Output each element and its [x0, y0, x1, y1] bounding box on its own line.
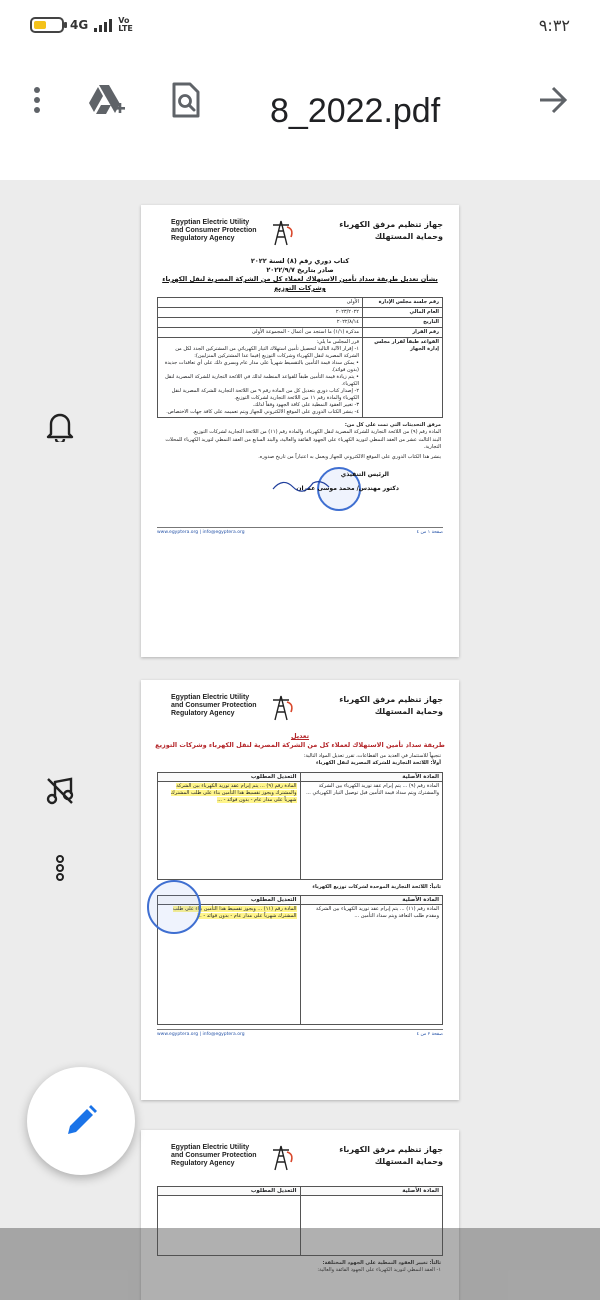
- org-name-ar: جهاز تنظيم مرفق الكهرباء وحماية المستهلك: [339, 695, 443, 716]
- section-title: ثالثاً: تغيير العقود النمطية على الجهود المختلفة:: [322, 1260, 441, 1266]
- table-row: [158, 781, 443, 879]
- column-header: التعديل المطلوب: [158, 1187, 301, 1196]
- org-name-ar: جهاز تنظيم مرفق الكهرباء وحماية المستهلك: [339, 220, 443, 241]
- table-row: رقم القرار مذكرة (١/١) ما استجد من أعمال - المجموعة الأولى: [158, 328, 443, 338]
- more-vert-small-icon[interactable]: [50, 852, 70, 884]
- section-title: أولاً: اللائحة التجارية للشركة المصرية لنقل الكهرباء: [316, 760, 441, 767]
- signer-title: الرئيس التنفيذي: [340, 471, 389, 479]
- list-item: المادة رقم (٩) من اللائحة التجارية للشركة المصرية لنقل الكهرباء، والمادة رقم (١١) من اللائحة التجارية لشركات التوزيع.: [192, 429, 441, 436]
- issue-date: صادر بتاريخ ٢٠٢٢/٩/٧: [266, 266, 334, 274]
- footer-email: info@egyptera.org: [202, 530, 245, 536]
- decision-intro: قرر المجلس ما يلي:: [316, 339, 359, 345]
- comparison-table: [157, 772, 443, 880]
- amendment-heading: تعديل: [290, 732, 310, 740]
- add-to-drive-icon[interactable]: [86, 82, 128, 118]
- amendment-intro: تنجيهاً للاستثمار في العديد من القطاعات، تقرر تعديل المواد التالية:: [303, 753, 441, 759]
- footer-website: www.egyptera.org: [157, 1032, 199, 1038]
- circular-title: كتاب دوري رقم (٨) لسنة ٢٠٢٢: [250, 257, 350, 265]
- document-title: 8_2022.pdf: [270, 92, 441, 130]
- logo-pylon-icon: [267, 692, 297, 722]
- org-name-en: Egyptian Electric Utility and Consumer Protection Regulatory Agency: [171, 1144, 257, 1167]
- table-header-row: [158, 772, 443, 781]
- page-header: [141, 1130, 459, 1182]
- logo-pylon-icon: [267, 217, 297, 247]
- table-cell: المادة رقم (٩) ... يتم إبرام عقد توريد الكهرباء بين الشركة والمشترك ويجوز تقسيط هذا التأمين بناء على طلب المشترك شهرياً على مدار عام - بدون فوائد - ...: [158, 781, 301, 879]
- column-header: المادة الأصلية: [300, 896, 443, 905]
- pdf-page-1: [141, 205, 459, 657]
- amendment-subheading: طريقة سداد تأمين الاستهلاك لعملاء كل من الشركة المصرية لنقل الكهرباء وشركات التوزيع: [155, 741, 445, 749]
- list-item: ١- العقد النمطي لتوريد الكهرباء على الجهود الفائقة والعالية:: [317, 1267, 441, 1274]
- bottom-overlay: [0, 1228, 600, 1300]
- table-cell: المادة رقم (١١) ... ويجوز تقسيط هذا التأمين بناء على طلب المشترك شهرياً على مدار عام - بدون فوائد - ...: [158, 905, 301, 1025]
- attachments-title: مرفق التحديثات التي تمت على كل من:: [344, 422, 441, 428]
- circular-subject: بشأن تعديل طريقة سداد تأمين الاستهلاك لعملاء كل من الشركة المصرية لنقل الكهرباء وشركات التوزيع: [162, 275, 438, 292]
- list-item: • يتم زيادة قيمة التأمين طبقاً للقواعد المنظمة لذلك في اللائحة التجارية للشركة المصرية لنقل الكهرباء.: [165, 374, 359, 387]
- page-number: صفحة ١ من ٤: [416, 530, 443, 536]
- column-header: المادة الأصلية: [300, 1187, 443, 1196]
- logo-pylon-icon: [267, 1142, 297, 1172]
- list-item: ٤- ينشر الكتاب الدوري على الموقع الالكتروني للجهاز ويتم تعميمه على كافة جهات الاختصاص.: [166, 409, 359, 415]
- status-bar: [0, 0, 600, 50]
- list-item: ٢- إصدار كتاب دوري بتعديل كل من المادة رقم ٩ من اللائحة التجارية للشركة المصرية لنقل الكهرباء والمادة رقم ١١ من اللائحة التجارية لشركات التوزيع.: [171, 388, 359, 401]
- edit-fab-button[interactable]: [27, 1067, 135, 1175]
- app-bar: [0, 50, 600, 180]
- more-vert-icon[interactable]: [22, 82, 52, 118]
- pdf-page-2: [141, 680, 459, 1100]
- page-number: صفحة ٢ من ٤: [416, 1032, 443, 1038]
- page-footer: www.egyptera.org | info@egyptera.org صفحة ١ من ٤: [157, 530, 443, 536]
- page-header: [141, 680, 459, 732]
- list-item: ٣- تغيير العقود النمطية على كافة الجهود وفقاً لذلك.: [252, 402, 359, 408]
- signature-block: [141, 461, 459, 523]
- find-in-page-icon[interactable]: [166, 80, 206, 120]
- table-cell: المادة رقم (١١) ... يتم إبرام عقد توريد الكهرباء بين الشركة ومقدم طلب التعاقد ويتم سداد التأمين ...: [300, 905, 443, 1025]
- clock: ٩:٣٢: [538, 15, 570, 35]
- handwritten-signature-icon: [271, 475, 331, 495]
- list-item: • يمكن سداد قيمة التأمين بالتقسيط شهرياً على مدار عام وبسري ذلك على أي تعاقدات جديدة (بدون فوائد).: [164, 360, 359, 373]
- signer-name: دكتور مهندس/ محمد موسى عمران: [296, 485, 399, 493]
- column-header: التعديل المطلوب: [158, 896, 301, 905]
- list-item: ١- إقرار الآلية التالية لتحصيل تأمين استهلاك التيار الكهربائي من المشتركين الجدد لكل من الشركة المصرية لنقل الكهرباء وشركات التوزيع (فيما عدا المشتركين المنزليين):: [175, 346, 359, 359]
- battery-icon: [30, 17, 64, 33]
- table-row: التاريخ ٢٠٢٢/٨/١٤: [158, 318, 443, 328]
- comparison-table: [157, 895, 443, 1025]
- edit-icon: [63, 1103, 99, 1139]
- org-name-en: Egyptian Electric Utility and Consumer Protection Regulatory Agency: [171, 219, 257, 242]
- page-footer: www.egyptera.org | info@egyptera.org صفحة ٢ من ٤: [157, 1032, 443, 1038]
- table-row: القواعد طبقاً لقرار مجلس إدارة الجهاز قرر المجلس ما يلي: ١- إقرار الآلية التالية لتحصيل تأمين استهلاك التيار الكهربائي من المشتركين الجدد لكل من الشركة المصرية لنقل الكهرباء وشركات التوزيع (فيما عدا المشتركين المنزليين): • يمكن سداد قيمة التأمين بالتقسيط شهرياً على مدار عام وبسري ذلك على أي تعاقدات جديدة (بدون فوائد). • يتم زيادة قيمة التأمين طبقاً للقواعد المنظمة لذلك في اللائحة التجارية للشركة المصرية لنقل الكهرباء. ٢- إصدار كتاب دوري بتعديل كل من المادة رقم ٩ من اللائحة التجارية للشركة المصرية لنقل الكهرباء والمادة رقم ١١ من اللائحة التجارية لشركات التوزيع. ٣- تغيير العقود النمطية على كافة الجهود وفقاً لذلك. ٤- ينشر الكتاب الدوري على الموقع الالكتروني للجهاز ويتم تعميمه على كافة جهات الاختصاص.: [158, 338, 443, 418]
- table-row: رقم جلسة مجلس الإدارة الأولى: [158, 298, 443, 308]
- table-header-row: [158, 1187, 443, 1196]
- battery-level: [34, 21, 46, 29]
- music-off-icon[interactable]: [42, 773, 78, 809]
- network-type: 4G: [70, 18, 89, 32]
- page-header: [141, 205, 459, 257]
- list-item: البند الثالث عشر من العقد النمطي لتوريد الكهرباء على الجهود الفائقة والعالية، والبند السابع من العقد النمطي لتوريد الكهرباء للمحلات التجارية.: [165, 436, 441, 451]
- org-name-ar: جهاز تنظيم مرفق الكهرباء وحماية المستهلك: [339, 1145, 443, 1166]
- signal-icon: [94, 18, 112, 32]
- table-cell: المادة رقم (٩) ... يتم إبرام عقد توريد الكهرباء بين الشركة والمشترك ويتم سداد قيمة التأمين قبل توصيل التيار الكهربائي ...: [300, 781, 443, 879]
- table-row: [158, 905, 443, 1025]
- status-indicators: [30, 17, 133, 33]
- column-header: المادة الأصلية: [300, 772, 443, 781]
- seal-stamp-icon: [147, 880, 201, 934]
- org-name-en: Egyptian Electric Utility and Consumer Protection Regulatory Agency: [171, 694, 257, 717]
- decision-table: [157, 297, 443, 418]
- section-title: ثانياً: اللائحة التجارية الموحدة لشركات توزيع الكهرباء: [312, 883, 441, 890]
- column-header: التعديل المطلوب: [158, 772, 301, 781]
- volte-indicator: Vo LTE: [118, 16, 133, 33]
- publish-note: ينشر هذا الكتاب الدوري على الموقع الالكتروني للجهاز ويعمل به اعتباراً من تاريخ صدوره.: [258, 453, 441, 460]
- footer-website: www.egyptera.org: [157, 530, 199, 536]
- footer-email: info@egyptera.org: [202, 1032, 245, 1038]
- share-forward-icon[interactable]: [536, 82, 570, 118]
- notifications-icon[interactable]: [42, 408, 78, 444]
- table-row: العام المالي ٢٠٢٣/٢٠٢٢: [158, 308, 443, 318]
